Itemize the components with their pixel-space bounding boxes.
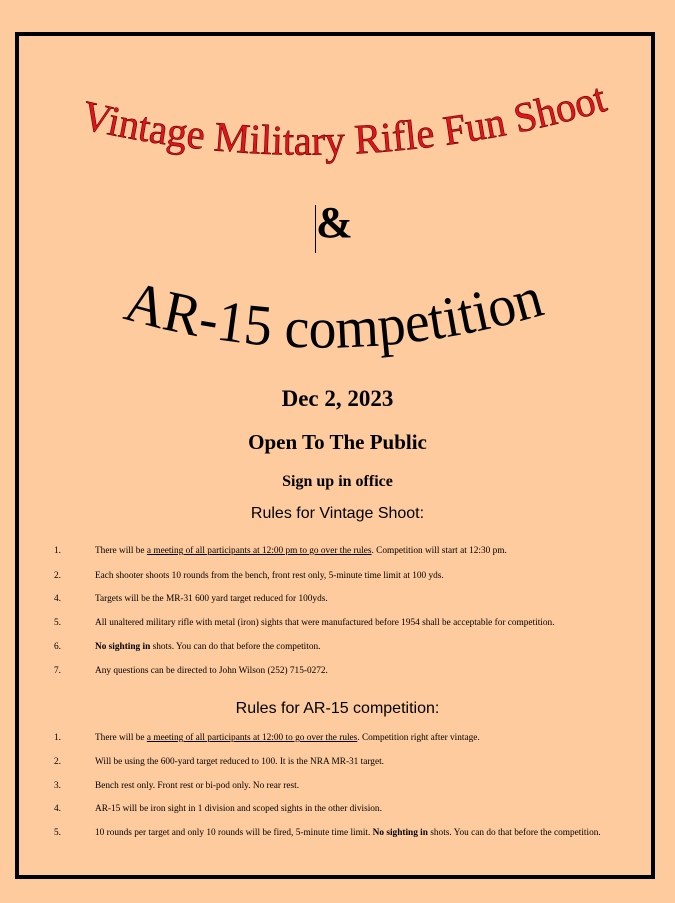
event-date: Dec 2, 2023 [281, 386, 394, 411]
rule-text: Any questions can be directed to John Wilson (252) 715-0272. [95, 666, 328, 676]
vintage-rules-heading: Rules for Vintage Shoot: [250, 505, 425, 522]
rule-bold: No sighting in [95, 642, 151, 652]
rule-number: 1. [54, 733, 61, 743]
rule-text: Will be using the 600-yard target reduced to 100. It is the NRA MR-31 target. [95, 757, 384, 767]
rule-text: No sighting in shots. You can do that before the competiton. [95, 642, 321, 652]
subtitle-text: AR-15 competition [118, 263, 551, 361]
open-to-public: Open To The Public [248, 430, 427, 454]
title-text: Vintage Military Rifle Fun Shoot [77, 75, 612, 165]
rule-text: Each shooter shoots 10 rounds from the bench, front rest only, 5-minute time limit at 100 yds. [95, 571, 444, 581]
ampersand: & [316, 198, 353, 247]
rule-text: 10 rounds per target and only 10 rounds will be fired, 5-minute time limit. No sighting in shots. You can do that before the competition. [95, 828, 601, 838]
rule-text: Targets will be the MR-31 600 yard target reduced for 100yds. [95, 594, 328, 604]
rule-number: 1. [54, 546, 61, 556]
rule-underlined: a meeting of all participants at 12:00 to go over the rules [146, 733, 358, 743]
rule-number: 2. [54, 571, 61, 581]
rule-number: 7. [54, 666, 61, 676]
rule-text: AR-15 will be iron sight in 1 division and scoped sights in the other division. [95, 804, 382, 814]
rule-number: 6. [54, 642, 61, 652]
rule-text: Bench rest only. Front rest or bi-pod only. No rear rest. [95, 781, 300, 791]
rule-text: All unaltered military rifle with metal (iron) sights that were manufactured before 1954 shall be acceptable for competition. [95, 618, 555, 628]
rule-number: 3. [54, 781, 61, 791]
rule-number: 5. [54, 618, 61, 628]
rule-number: 2. [54, 757, 61, 767]
title-art [0, 0, 675, 390]
rule-number: 4. [54, 594, 61, 604]
rule-underlined: a meeting of all participants at 12:00 pm to go over the rules [146, 546, 372, 556]
rule-text: There will be a meeting of all participants at 12:00 to go over the rules. Competition right after vintage. [95, 733, 480, 743]
rule-number: 5. [54, 828, 61, 838]
signup-note: Sign up in office [282, 473, 393, 490]
rule-bold: No sighting in [372, 828, 428, 838]
rule-text: There will be a meeting of all participants at 12:00 pm to go over the rules. Competition will start at 12:30 pm. [95, 546, 507, 556]
rule-number: 4. [54, 804, 61, 814]
ar15-rules-heading: Rules for AR-15 competition: [235, 700, 440, 717]
